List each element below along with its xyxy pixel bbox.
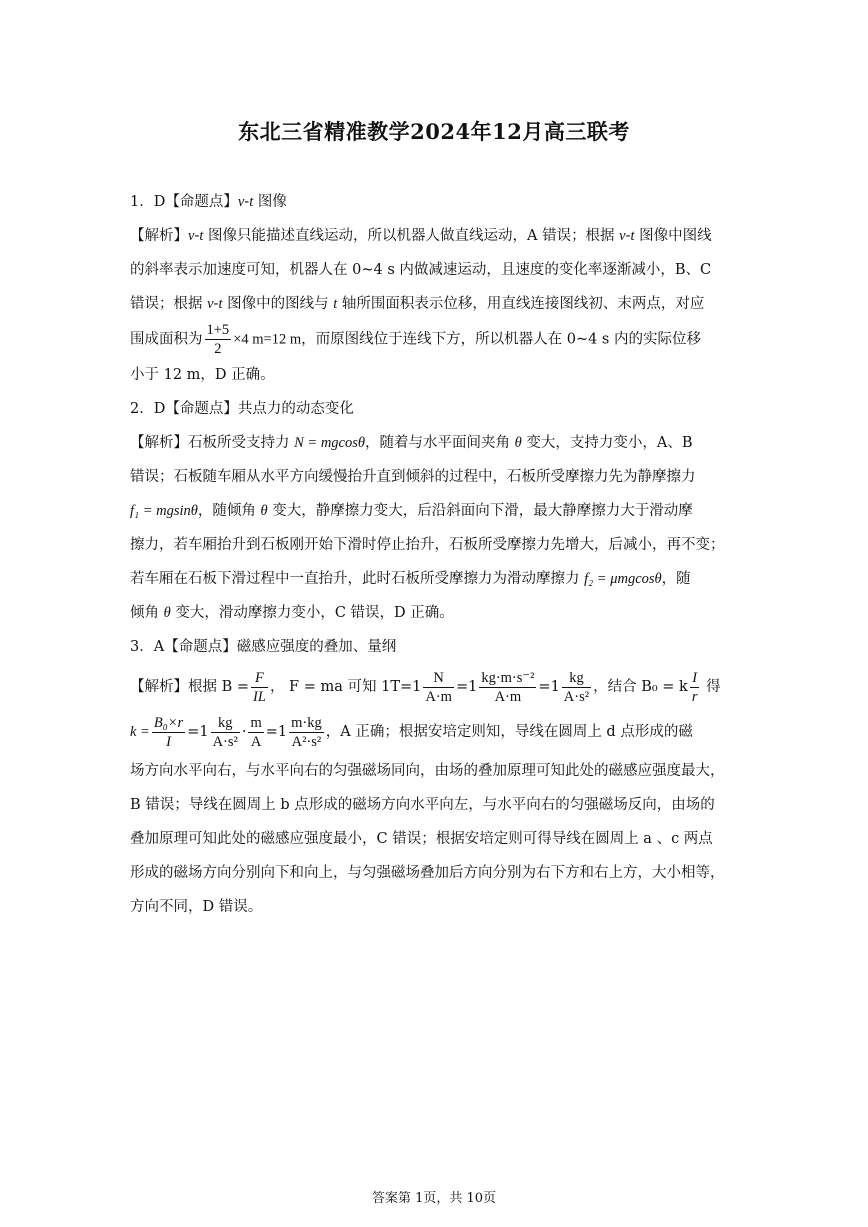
q2-analysis-line6 xyxy=(130,596,744,630)
page-footer: 答案第 1页，共 10页 xyxy=(371,1191,497,1206)
q1-area-fraction xyxy=(205,321,232,358)
q2-theta-2: θ xyxy=(260,503,268,519)
q1-line4c: ，而原图线位于连线下方，所以机器人在 0~4 s 内的实际位移 xyxy=(301,331,701,348)
q3-l2e: ，A 正确；根据安培定则知，导线在圆周上 d 点形成的磁 xyxy=(325,724,693,740)
q3-l2d: =1 xyxy=(265,724,288,740)
q2-normal-force-formula: N = mgcosθ xyxy=(294,435,365,451)
q3-analysis-line6: 形成的磁场方向分别向下和向上，与匀强磁场叠加后方向分别为右下方和右上方，大小相等， xyxy=(130,865,725,881)
q1-vt2-v: v xyxy=(619,228,626,244)
q3-l2b: =1 xyxy=(187,724,209,740)
answer-content xyxy=(130,185,744,924)
q2-static-friction-formula: f₁ = mgsinθ xyxy=(130,503,198,519)
q1-t-axis: t xyxy=(333,296,338,312)
q1-vt2-t: t xyxy=(630,228,635,244)
q1-analysis-tag: 【解析】 xyxy=(130,228,188,244)
q1-line3b: 图像中的图线与 xyxy=(222,296,334,312)
q1-topic-v: v xyxy=(237,194,245,210)
q1-header-text: 1．D【命题点】 xyxy=(130,194,238,210)
q1-analysis-seg2: 图像中图线 xyxy=(634,228,712,244)
q1-vt3-t: t xyxy=(218,296,223,312)
q3-f3-num: kg·m·s⁻² xyxy=(481,669,535,686)
q2-l1c: 变大，支持力变小，A、B xyxy=(521,435,693,451)
q2-l1a: 【解析】石板所受支持力 xyxy=(130,435,295,451)
q3-frac-kgms-am xyxy=(479,669,536,706)
q1-frac-num: 1+5 xyxy=(206,322,230,338)
q3-f4-den: A·s² xyxy=(563,688,590,705)
q1-line3a: 错误；根据 xyxy=(130,296,208,312)
q3-f8-den: A xyxy=(250,733,262,750)
q3-frac-b0r-i xyxy=(152,714,185,751)
q3-f7-den: A·s² xyxy=(212,733,238,750)
q1-analysis-line4 xyxy=(130,321,744,358)
q3-f7-num: kg xyxy=(211,714,240,733)
q1-frac-den: 2 xyxy=(214,341,222,357)
q3-f5-num: I xyxy=(690,669,700,688)
q3-l1d: =1 xyxy=(538,679,560,695)
q3-l1a: 【解析】根据 B = xyxy=(130,679,250,695)
q3-f5-den: r xyxy=(691,688,698,705)
q3-l1e: ，结合 B₀ = k xyxy=(593,679,688,695)
q3-frac-m-a xyxy=(248,714,263,751)
q2-analysis-line3 xyxy=(130,494,744,528)
q3-f9-num: m·kg xyxy=(291,714,322,731)
q2-l6b: 变大，滑动摩擦力变小，C 错误，D 正确。 xyxy=(170,605,454,621)
q1-topic-t: t xyxy=(249,194,254,210)
q2-l6a: 倾角 xyxy=(130,605,164,621)
q1-vt2-sep: - xyxy=(625,228,631,244)
q3-f1-num: F xyxy=(251,669,268,688)
q3-analysis-line5: 叠加原理可知此处的磁感应强度最小，C 错误；根据安培定则可得导线在圆周上 a 、c 两点 xyxy=(130,831,713,847)
q3-f2-den: A·m xyxy=(425,688,452,705)
q1-vt3-sep: - xyxy=(213,296,219,312)
q2-l5a: 若车厢在石板下滑过程中一直抬升，此时石板所受摩擦力为滑动摩擦力 xyxy=(130,571,585,587)
q1-line4a: 围成面积为 xyxy=(130,331,203,348)
q3-analysis-line7: 方向不同，D 错误。 xyxy=(130,899,263,915)
q1-vt-t: t xyxy=(199,228,204,244)
q3-f1-den: IL xyxy=(253,688,266,705)
q3-frac-f-il xyxy=(251,669,268,706)
q1-analysis-line2: 的斜率表示加速度可知，机器人在 0~4 s 内做减速运动，且速度的变化率逐渐减小，B、C xyxy=(130,262,712,278)
q1-topic-text: 图像 xyxy=(253,194,287,210)
q1-line3c: 轴所围面积表示位移，用直线连接图线初、末两点，对应 xyxy=(337,296,705,312)
q3-analysis-line3: 场方向水平向右，与水平向右的匀强磁场同向，由场的叠加原理可知此处的磁感应强度最大， xyxy=(130,763,725,779)
q3-f2-num: N xyxy=(423,669,454,688)
q3-l1f: 得 xyxy=(701,679,721,695)
q3-f6-den: I xyxy=(166,733,171,750)
page-title: 东北三省精准教学2024年12月高三联考 xyxy=(238,119,630,144)
q2-analysis-line2: 错误；石板随车厢从水平方向缓慢抬升直到倾斜的过程中，石板所受摩擦力先为静摩擦力 xyxy=(130,469,696,485)
q2-theta-3: θ xyxy=(163,605,171,621)
q3-f6-num: B₀×r xyxy=(153,714,184,731)
q2-l3b: 变大，静摩擦力变大，后沿斜面向下滑，最大静摩擦力大于滑动摩 xyxy=(267,503,693,519)
q1-analysis-line1 xyxy=(130,219,744,253)
q1-vt-v: v xyxy=(188,228,195,244)
q3-header: 3．A【命题点】磁感应强度的叠加、量纲 xyxy=(130,639,397,655)
q3-analysis-line1 xyxy=(130,664,744,710)
q3-f3-den: A·m xyxy=(494,688,522,705)
q3-l1b: ， F = ma 可知 1T=1 xyxy=(269,679,422,695)
q3-l2c: · xyxy=(241,724,247,740)
q3-f9-den: A²·s² xyxy=(291,733,322,750)
q3-frac-i-r xyxy=(690,669,700,706)
q1-analysis-line5: 小于 12 m，D 正确。 xyxy=(130,367,275,383)
q1-topic-sep: - xyxy=(244,194,250,210)
q2-analysis-line4: 擦力，若车厢抬升到石板刚开始下滑时停止抬升，石板所受摩擦力先增大，后减小，再不变； xyxy=(130,537,725,553)
q3-f8-num: m xyxy=(250,714,262,731)
q3-frac-n-am xyxy=(423,669,454,706)
q3-frac-mkg-a2s2 xyxy=(289,714,324,751)
q3-analysis-line2 xyxy=(130,710,744,754)
q2-header: 2．D【命题点】共点力的动态变化 xyxy=(130,401,354,417)
q2-l5b: ，随 xyxy=(661,571,691,587)
q3-l1c: =1 xyxy=(455,679,478,695)
q3-f4-num: kg xyxy=(562,669,591,688)
q2-theta-1: θ xyxy=(514,435,522,451)
q2-l1b: ，随着与水平面间夹角 xyxy=(365,435,515,451)
q2-kinetic-friction-formula: f₂ = μmgcosθ xyxy=(584,571,662,587)
q1-analysis-line3 xyxy=(130,287,744,321)
q1-vt3-v: v xyxy=(207,296,214,312)
q1-line4b: ×4 m=12 m xyxy=(233,331,302,348)
q1-vt-sep: - xyxy=(194,228,200,244)
q3-frac-kg-as2-b xyxy=(211,714,240,751)
q3-l2a: k = xyxy=(130,724,150,740)
q3-analysis-line4: B 错误；导线在圆周上 b 点形成的磁场方向水平向左，与水平向右的匀强磁场反向，由场的 xyxy=(130,797,715,813)
q1-analysis-seg1: 图像只能描述直线运动，所以机器人做直线运动，A 错误；根据 xyxy=(203,228,620,244)
q2-analysis-line1 xyxy=(130,426,744,460)
q2-analysis-line5 xyxy=(130,562,744,596)
q1-header xyxy=(130,185,744,219)
q2-l3a: ，随倾角 xyxy=(197,503,261,519)
q3-frac-kg-as2 xyxy=(562,669,591,706)
